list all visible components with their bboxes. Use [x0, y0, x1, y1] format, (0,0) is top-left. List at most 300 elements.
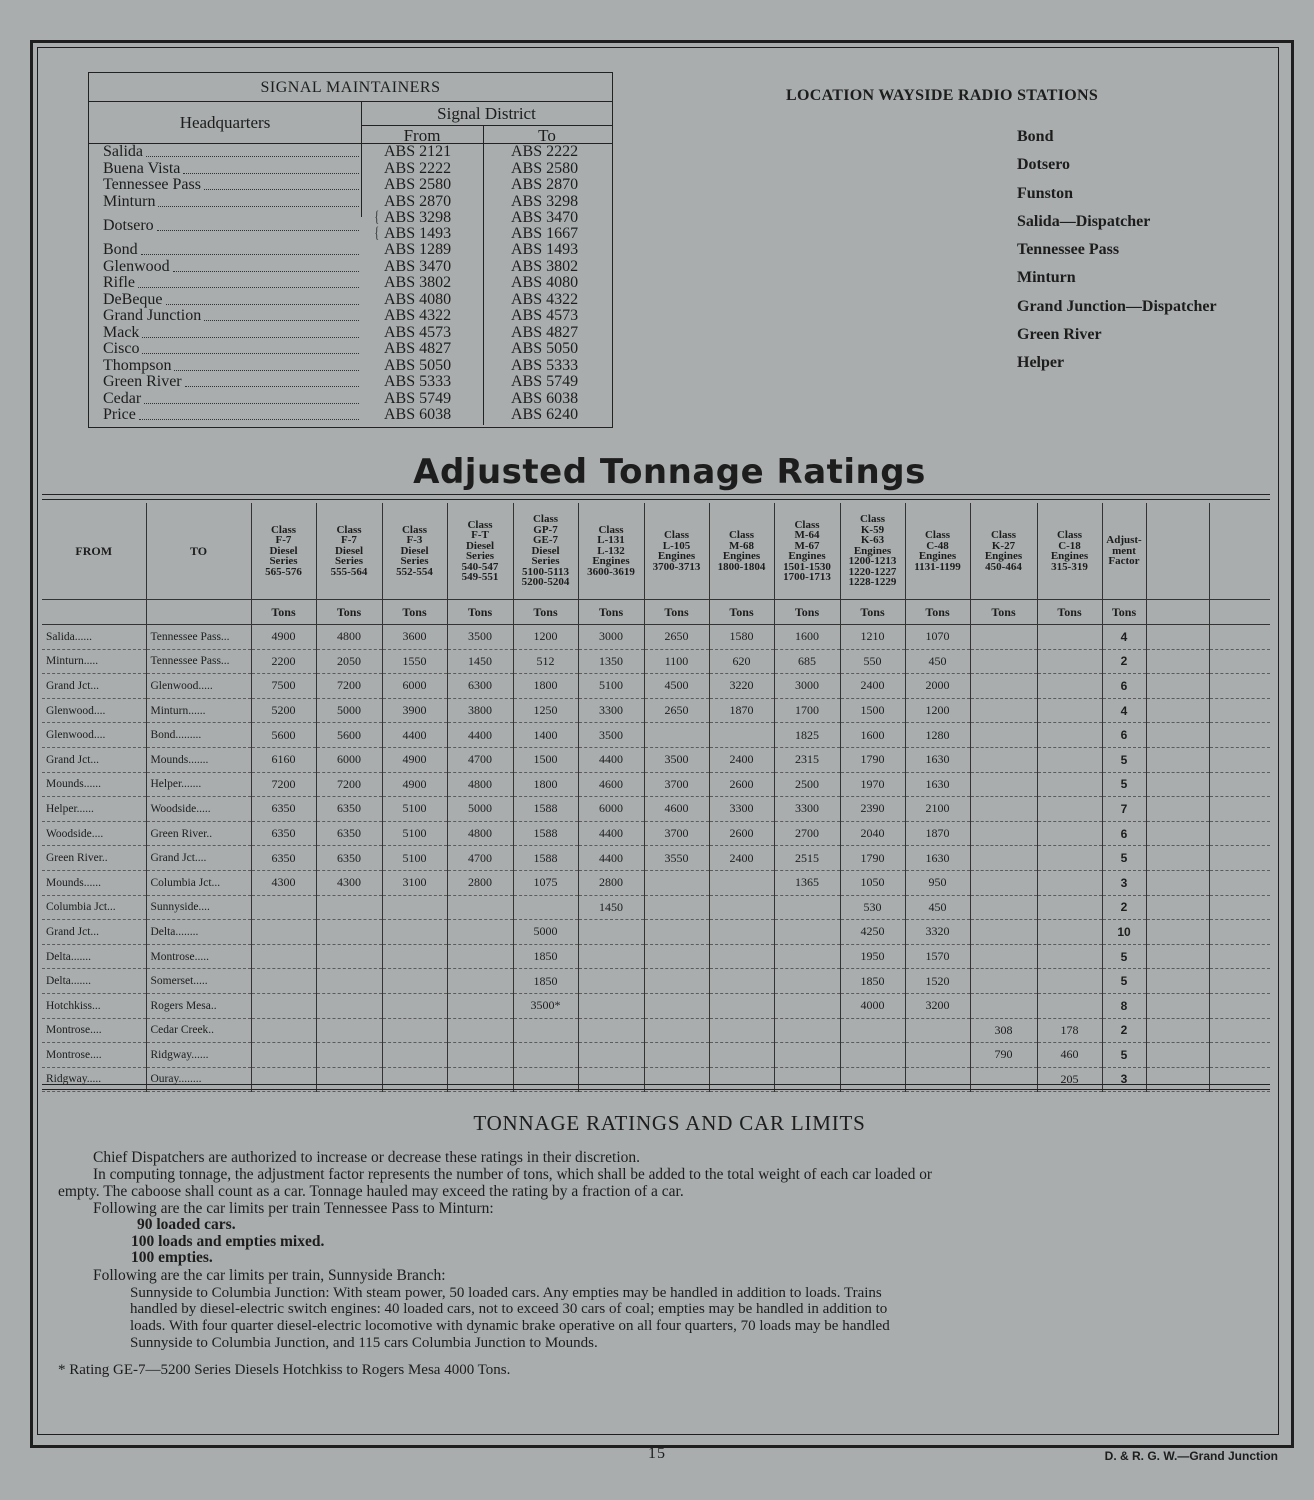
- note-p4: Following are the car limits per train, Sunnyside Branch:: [93, 1267, 446, 1284]
- tonnage-cell: [644, 1018, 709, 1043]
- empty-cell: [1146, 944, 1209, 969]
- tonnage-cell: 1850: [513, 969, 578, 994]
- to-column-header: TO: [146, 503, 251, 600]
- from-header: From: [403, 126, 441, 145]
- tonnage-cell: 1825: [774, 723, 840, 748]
- tonnage-row: [42, 797, 1270, 822]
- empty-header-cell: [1209, 503, 1270, 600]
- tonnage-cell: 4900: [382, 747, 447, 772]
- tonnage-cell: 1500: [840, 698, 905, 723]
- empty-header-cell: [1146, 503, 1209, 600]
- tonnage-cell: 1790: [840, 846, 905, 871]
- tonnage-cell: [316, 920, 382, 945]
- tonnage-cell: [1037, 747, 1102, 772]
- tonnage-cell: 5600: [316, 723, 382, 748]
- route-from: Woodside....: [42, 821, 146, 846]
- tonnage-cell: [709, 920, 774, 945]
- route-from: Grand Jct...: [42, 920, 146, 945]
- tonnage-cell: 1050: [840, 870, 905, 895]
- note-p2b: empty. The caboose shall count as a car. Tonnage hauled may exceed the rating by a fraction of a car.: [58, 1183, 684, 1200]
- tons-unit-label: Tons: [840, 600, 905, 625]
- tonnage-table: [42, 503, 1270, 1092]
- tonnage-cell: [1037, 649, 1102, 674]
- adjustment-factor-cell: 5: [1102, 846, 1146, 871]
- tonnage-cell: 4600: [578, 772, 644, 797]
- tonnage-cell: [970, 993, 1037, 1018]
- tonnage-cell: [1037, 993, 1102, 1018]
- tonnage-cell: 3300: [578, 698, 644, 723]
- tonnage-cell: 1970: [840, 772, 905, 797]
- tonnage-cell: 1950: [840, 944, 905, 969]
- adjustment-factor-cell: 2: [1102, 895, 1146, 920]
- signal-district-to: ABS 4080: [511, 274, 579, 291]
- tonnage-cell: [905, 1018, 970, 1043]
- route-from: Helper......: [42, 797, 146, 822]
- tonnage-cell: [251, 969, 316, 994]
- tonnage-cell: 1450: [447, 649, 513, 674]
- radio-station-item: Salida—Dispatcher: [1017, 212, 1151, 230]
- route-from: Montrose....: [42, 1018, 146, 1043]
- tonnage-cell: [970, 772, 1037, 797]
- tonnage-cell: 6350: [251, 821, 316, 846]
- tonnage-cell: 1250: [513, 698, 578, 723]
- tonnage-cell: [447, 895, 513, 920]
- tonnage-cell: 1600: [840, 723, 905, 748]
- tonnage-cell: [1037, 870, 1102, 895]
- tonnage-cell: 1450: [578, 895, 644, 920]
- empty-cell: [1209, 993, 1270, 1018]
- tonnage-cell: [970, 944, 1037, 969]
- tonnage-cell: [316, 895, 382, 920]
- tonnage-cell: 5000: [447, 797, 513, 822]
- tonnage-row: [42, 944, 1270, 969]
- tonnage-cell: [251, 993, 316, 1018]
- tonnage-cell: [513, 895, 578, 920]
- empty-cell: [1146, 723, 1209, 748]
- adjustment-factor-cell: 5: [1102, 969, 1146, 994]
- tonnage-cell: [970, 723, 1037, 748]
- signal-district-to: ABS 3470: [511, 209, 579, 226]
- tonnage-cell: 4400: [578, 747, 644, 772]
- to-header: To: [538, 126, 556, 145]
- tonnage-cell: [382, 1018, 447, 1043]
- locomotive-class-header: Class K-59 K-63 Engines 1200-1213 1220-1227 1228-1229: [840, 503, 905, 600]
- empty-cell: [1209, 920, 1270, 945]
- empty-cell: [1146, 821, 1209, 846]
- signal-maintainer-headquarters: Mack: [103, 325, 359, 341]
- tonnage-cell: 950: [905, 870, 970, 895]
- from-column-header: FROM: [42, 503, 146, 600]
- tonnage-cell: [840, 1018, 905, 1043]
- tonnage-cell: [970, 870, 1037, 895]
- signal-district-to: ABS 6038: [511, 389, 579, 407]
- empty-cell: [1146, 698, 1209, 723]
- adjustment-factor-cell: 5: [1102, 944, 1146, 969]
- tonnage-row: [42, 920, 1270, 945]
- tonnage-cell: [447, 969, 513, 994]
- tonnage-cell: 3500: [578, 723, 644, 748]
- tonnage-cell: 4800: [316, 625, 382, 650]
- signal-district-to: ABS 2870: [511, 176, 579, 193]
- tons-unit-label: Tons: [774, 600, 840, 625]
- tonnage-cell: [774, 920, 840, 945]
- signal-district-to: ABS 4573: [511, 307, 579, 324]
- signal-district-to: ABS 4322: [511, 290, 579, 308]
- tonnage-cell: [578, 1043, 644, 1068]
- tonnage-title: Adjusted Tonnage Ratings: [413, 452, 926, 492]
- tonnage-cell: [644, 723, 709, 748]
- tonnage-cell: 2800: [447, 870, 513, 895]
- empty-cell: [1146, 797, 1209, 822]
- route-from: Hotchkiss...: [42, 993, 146, 1018]
- empty-cell: [1209, 969, 1270, 994]
- signal-district-to: ABS 5333: [511, 356, 579, 374]
- route-to: Ouray........: [146, 1067, 251, 1092]
- tonnage-cell: [709, 993, 774, 1018]
- tonnage-row: [42, 870, 1270, 895]
- signal-maintainer-row: [89, 259, 612, 276]
- empty-cell: [1209, 747, 1270, 772]
- route-to: Cedar Creek..: [146, 1018, 251, 1043]
- signal-maintainer-row: [89, 308, 612, 325]
- radio-station-item: Funston: [1017, 184, 1074, 202]
- signal-district-to: ABS 1667: [511, 225, 579, 242]
- empty-cell: [1146, 1043, 1209, 1068]
- signal-maintainer-row: [89, 194, 612, 211]
- adjustment-factor-cell: 4: [1102, 625, 1146, 650]
- note-p5b: handled by diesel-electric switch engines: 40 loaded cars, not to exceed 30 cars of coal; empties may be handled in addition to: [130, 1301, 888, 1317]
- tonnage-cell: [774, 944, 840, 969]
- radio-station-item: Tennessee Pass: [1017, 241, 1120, 259]
- empty-cell: [1209, 600, 1270, 625]
- tonnage-cell: 3000: [578, 625, 644, 650]
- tonnage-row: [42, 698, 1270, 723]
- empty-cell: [1209, 649, 1270, 674]
- locomotive-class-header: Adjust- ment Factor: [1102, 503, 1146, 600]
- adjustment-factor-cell: 6: [1102, 821, 1146, 846]
- tonnage-row: [42, 993, 1270, 1018]
- tonnage-cell: 1200: [513, 625, 578, 650]
- signal-maintainer-row: [89, 292, 612, 309]
- route-to: Montrose.....: [146, 944, 251, 969]
- radio-station-item: Helper: [1017, 354, 1065, 372]
- empty-cell: [1146, 625, 1209, 650]
- tonnage-row: [42, 846, 1270, 871]
- tonnage-cell: 2600: [709, 821, 774, 846]
- radio-station-item: Grand Junction—Dispatcher: [1017, 297, 1217, 315]
- footnote: * Rating GE-7—5200 Series Diesels Hotchkiss to Rogers Mesa 4000 Tons.: [58, 1362, 511, 1378]
- signal-district-to: ABS 5749: [511, 373, 579, 390]
- tonnage-cell: 6350: [316, 797, 382, 822]
- tonnage-cell: 3550: [644, 846, 709, 871]
- tonnage-cell: 4400: [382, 723, 447, 748]
- tonnage-cell: [578, 920, 644, 945]
- signal-district-from: ABS 2870: [384, 192, 452, 210]
- signal-district-from: ABS 2121: [384, 143, 452, 160]
- tonnage-cell: 3100: [382, 870, 447, 895]
- route-to: Grand Jct....: [146, 846, 251, 871]
- radio-stations-list: [1017, 128, 1217, 383]
- brace-mark: { {: [374, 209, 380, 242]
- tonnage-cell: 6160: [251, 747, 316, 772]
- tonnage-cell: [382, 1043, 447, 1068]
- locomotive-class-header: Class F-T Diesel Series 540-547 549-551: [447, 503, 513, 600]
- route-to: Somerset.....: [146, 969, 251, 994]
- tonnage-cell: [316, 1018, 382, 1043]
- signal-maintainer-headquarters: Dotsero: [103, 218, 359, 234]
- signal-maintainer-row: [89, 210, 612, 242]
- signal-maintainer-headquarters: Grand Junction: [103, 308, 359, 324]
- notes-title: TONNAGE RATINGS AND CAR LIMITS: [473, 1111, 866, 1135]
- tonnage-cell: 3300: [774, 797, 840, 822]
- tonnage-cell: [970, 674, 1037, 699]
- route-from: Delta.......: [42, 969, 146, 994]
- tonnage-cell: [970, 747, 1037, 772]
- tonnage-cell: 450: [905, 649, 970, 674]
- tonnage-cell: [382, 895, 447, 920]
- signal-maintainer-headquarters: Salida: [103, 144, 359, 160]
- tons-unit-row: [42, 600, 1270, 625]
- tonnage-cell: 178: [1037, 1018, 1102, 1043]
- tonnage-cell: 4250: [840, 920, 905, 945]
- tonnage-cell: [970, 969, 1037, 994]
- tonnage-cell: 5100: [382, 821, 447, 846]
- empty-cell: [1209, 698, 1270, 723]
- signal-maintainer-headquarters: Minturn: [103, 194, 359, 210]
- tons-unit-label: Tons: [382, 600, 447, 625]
- tonnage-cell: 512: [513, 649, 578, 674]
- tonnage-cell: [970, 797, 1037, 822]
- tonnage-cell: [447, 1043, 513, 1068]
- tonnage-cell: [447, 1018, 513, 1043]
- tonnage-cell: [513, 1018, 578, 1043]
- tonnage-cell: [1037, 944, 1102, 969]
- tonnage-cell: [970, 920, 1037, 945]
- route-to: Rogers Mesa..: [146, 993, 251, 1018]
- tonnage-cell: 5100: [382, 846, 447, 871]
- route-from: Glenwood....: [42, 723, 146, 748]
- tonnage-cell: [1037, 895, 1102, 920]
- tonnage-cell: 685: [774, 649, 840, 674]
- signal-maintainer-headquarters: Glenwood: [103, 259, 359, 275]
- tonnage-row: [42, 625, 1270, 650]
- tons-unit-label: Tons: [513, 600, 578, 625]
- route-to: Helper.......: [146, 772, 251, 797]
- tonnage-cell: 1850: [840, 969, 905, 994]
- empty-cell: [1209, 1018, 1270, 1043]
- tonnage-cell: 4800: [447, 821, 513, 846]
- route-to: Mounds.......: [146, 747, 251, 772]
- note-l3: 100 empties.: [131, 1249, 213, 1266]
- signal-district-from: ABS 2580: [384, 176, 452, 193]
- tonnage-cell: 4300: [316, 870, 382, 895]
- signal-maintainer-headquarters: Cisco: [103, 341, 359, 357]
- tonnage-cell: 5600: [251, 723, 316, 748]
- tonnage-cell: 620: [709, 649, 774, 674]
- tonnage-cell: 1870: [709, 698, 774, 723]
- tonnage-cell: [1037, 723, 1102, 748]
- tonnage-cell: [447, 993, 513, 1018]
- tonnage-cell: [251, 920, 316, 945]
- tonnage-cell: 1580: [709, 625, 774, 650]
- radio-stations-title: LOCATION WAYSIDE RADIO STATIONS: [786, 87, 1099, 104]
- tonnage-cell: 3900: [382, 698, 447, 723]
- signal-maintainer-headquarters: Price: [103, 407, 359, 423]
- empty-cell: [1209, 723, 1270, 748]
- signal-district-from: ABS 5050: [384, 356, 452, 374]
- tonnage-cell: 1070: [905, 625, 970, 650]
- tonnage-cell: [1037, 772, 1102, 797]
- signal-maintainers-title: SIGNAL MAINTAINERS: [260, 79, 441, 96]
- route-to: Glenwood.....: [146, 674, 251, 699]
- tonnage-cell: 6000: [578, 797, 644, 822]
- tonnage-row: [42, 821, 1270, 846]
- tonnage-cell: [774, 1043, 840, 1068]
- signal-maintainer-headquarters: DeBeque: [103, 292, 359, 308]
- tonnage-cell: 3000: [774, 674, 840, 699]
- signal-district-to: ABS 3298: [511, 192, 579, 210]
- tonnage-cell: 530: [840, 895, 905, 920]
- locomotive-class-header: Class L-105 Engines 3700-3713: [644, 503, 709, 600]
- signal-district-from: ABS 5333: [384, 373, 452, 390]
- route-to: Tennessee Pass...: [146, 649, 251, 674]
- empty-cell: [1209, 870, 1270, 895]
- tonnage-cell: [251, 1043, 316, 1068]
- signal-district-to: ABS 2580: [511, 159, 579, 177]
- empty-cell: [1146, 674, 1209, 699]
- note-p3: Following are the car limits per train Tennessee Pass to Minturn:: [93, 1200, 494, 1217]
- signal-district-from: ABS 1289: [384, 241, 452, 258]
- tonnage-cell: 3600: [382, 625, 447, 650]
- tonnage-cell: 2000: [905, 674, 970, 699]
- signal-district-from: ABS 3802: [384, 274, 452, 291]
- tonnage-cell: 4500: [644, 674, 709, 699]
- note-p1: Chief Dispatchers are authorized to increase or decrease these ratings in their discretion.: [93, 1149, 641, 1166]
- tonnage-cell: 1588: [513, 846, 578, 871]
- signal-maintainer-row: [89, 341, 612, 358]
- tonnage-cell: [578, 944, 644, 969]
- tonnage-cell: 450: [905, 895, 970, 920]
- signal-maintainer-row: [89, 144, 612, 161]
- signal-maintainer-row: [89, 275, 612, 292]
- locomotive-class-header: Class GP-7 GE-7 Diesel Series 5100-5113 5200-5204: [513, 503, 578, 600]
- signal-district-from: ABS 4573: [384, 323, 452, 341]
- tonnage-cell: [382, 920, 447, 945]
- tonnage-cell: [1037, 698, 1102, 723]
- signal-maintainer-row: [89, 242, 612, 259]
- tonnage-cell: 308: [970, 1018, 1037, 1043]
- adjustment-factor-cell: 8: [1102, 993, 1146, 1018]
- tonnage-cell: 4000: [840, 993, 905, 1018]
- tonnage-cell: [578, 969, 644, 994]
- tonnage-cell: 2050: [316, 649, 382, 674]
- empty-cell: [1209, 625, 1270, 650]
- tonnage-cell: 7500: [251, 674, 316, 699]
- tonnage-cell: 2400: [840, 674, 905, 699]
- tons-unit-label: Tons: [709, 600, 774, 625]
- tonnage-cell: [578, 1018, 644, 1043]
- tonnage-cell: 2315: [774, 747, 840, 772]
- tonnage-cell: 1550: [382, 649, 447, 674]
- empty-cell: [1209, 674, 1270, 699]
- tonnage-cell: [709, 969, 774, 994]
- route-to: Columbia Jct...: [146, 870, 251, 895]
- tonnage-cell: [644, 895, 709, 920]
- tonnage-cell: 4900: [251, 625, 316, 650]
- tonnage-cell: 2100: [905, 797, 970, 822]
- empty-cell: [1209, 821, 1270, 846]
- tonnage-cell: 1400: [513, 723, 578, 748]
- tonnage-cell: [774, 993, 840, 1018]
- adjustment-factor-cell: 5: [1102, 772, 1146, 797]
- tonnage-cell: 1630: [905, 747, 970, 772]
- tonnage-cell: 2650: [644, 698, 709, 723]
- tonnage-cell: 1500: [513, 747, 578, 772]
- adjustment-factor-cell: 2: [1102, 649, 1146, 674]
- signal-district-from: ABS 3298: [384, 209, 452, 226]
- tonnage-cell: 2400: [709, 747, 774, 772]
- tonnage-cell: [774, 969, 840, 994]
- tonnage-row: [42, 895, 1270, 920]
- route-from: Grand Jct...: [42, 674, 146, 699]
- tonnage-cell: [513, 1043, 578, 1068]
- note-p5a: Sunnyside to Columbia Junction: With steam power, 50 loaded cars. Any empties may be handled in addition to loads. Trains: [130, 1285, 882, 1301]
- tonnage-cell: [774, 895, 840, 920]
- tonnage-cell: [905, 1043, 970, 1068]
- tonnage-cell: [1037, 674, 1102, 699]
- tonnage-cell: [709, 944, 774, 969]
- route-from: Delta.......: [42, 944, 146, 969]
- tonnage-row: [42, 723, 1270, 748]
- signal-district-header: Signal District: [437, 104, 536, 123]
- tonnage-cell: 6350: [251, 797, 316, 822]
- tonnage-row: [42, 674, 1270, 699]
- tonnage-cell: 4900: [382, 772, 447, 797]
- signal-maintainer-headquarters: Buena Vista: [103, 161, 359, 177]
- tonnage-cell: 3800: [447, 698, 513, 723]
- tonnage-cell: 5000: [513, 920, 578, 945]
- tonnage-cell: [644, 993, 709, 1018]
- tonnage-cell: 2400: [709, 846, 774, 871]
- tons-unit-label: Tons: [578, 600, 644, 625]
- tonnage-cell: 1800: [513, 674, 578, 699]
- tonnage-cell: [316, 993, 382, 1018]
- tonnage-cell: [970, 821, 1037, 846]
- tonnage-cell: [970, 846, 1037, 871]
- tonnage-cell: [316, 969, 382, 994]
- tonnage-cell: 2800: [578, 870, 644, 895]
- empty-cell: [1146, 747, 1209, 772]
- note-p2a: In computing tonnage, the adjustment factor represents the number of tons, which shall be added to the total weight of each car loaded or: [93, 1166, 932, 1183]
- tonnage-cell: [1037, 625, 1102, 650]
- tonnage-cell: [644, 969, 709, 994]
- route-from: Glenwood....: [42, 698, 146, 723]
- empty-cell: [1209, 797, 1270, 822]
- tonnage-cell: 2515: [774, 846, 840, 871]
- empty-cell: [1209, 895, 1270, 920]
- tonnage-cell: [447, 944, 513, 969]
- tonnage-cell: [970, 625, 1037, 650]
- empty-cell: [1209, 944, 1270, 969]
- locomotive-class-header: Class M-64 M-67 Engines 1501-1530 1700-1713: [774, 503, 840, 600]
- route-from: Columbia Jct...: [42, 895, 146, 920]
- empty-cell: [1146, 870, 1209, 895]
- tonnage-cell: 4400: [447, 723, 513, 748]
- empty-cell: [1146, 969, 1209, 994]
- route-from: Grand Jct...: [42, 747, 146, 772]
- tonnage-cell: 1365: [774, 870, 840, 895]
- tonnage-cell: 4400: [578, 821, 644, 846]
